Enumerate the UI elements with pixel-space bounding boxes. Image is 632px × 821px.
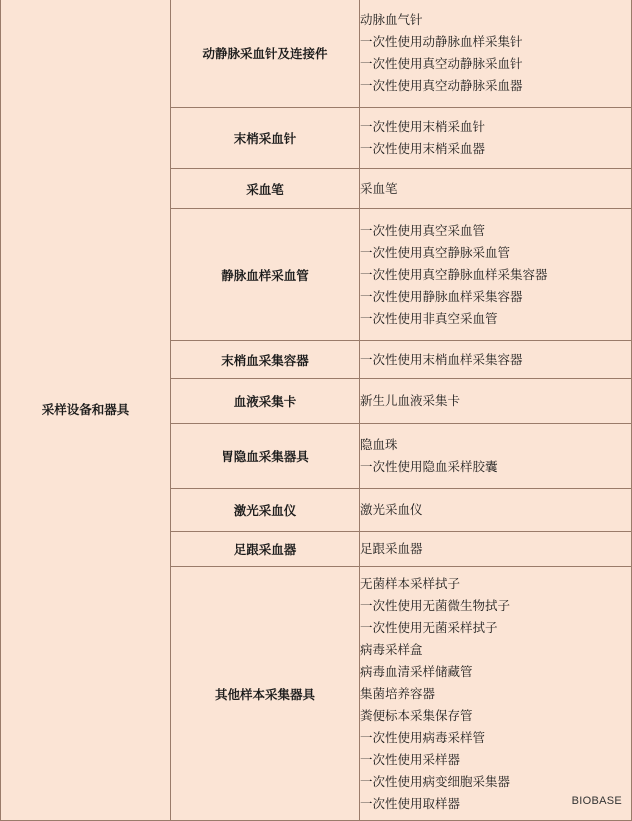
product-item: 一次性使用末梢采血器 bbox=[360, 141, 486, 156]
product-item: 粪便标本采集保存管 bbox=[360, 707, 473, 723]
product-item: 集菌培养容器 bbox=[360, 685, 436, 701]
product-list-cell bbox=[360, 209, 632, 341]
product-item: 一次性使用隐血采样胶囊 bbox=[360, 459, 498, 474]
watermark: BIOBASE bbox=[571, 795, 622, 807]
product-item: 一次性使用无菌微生物拭子 bbox=[360, 597, 511, 613]
product-item: 一次性使用病变细胞采集器 bbox=[360, 773, 511, 789]
product-list-cell bbox=[360, 424, 632, 489]
product-item: 动脉血气针 bbox=[360, 11, 423, 27]
subcategory-cell: 动静脉采血针及连接件 bbox=[171, 0, 360, 108]
product-item: 一次性使用取样器 bbox=[360, 795, 461, 811]
product-item: 一次性使用无菌采样拭子 bbox=[360, 619, 498, 635]
product-item: 一次性使用病毒采样管 bbox=[360, 729, 486, 745]
product-list-cell bbox=[360, 532, 632, 567]
subcategory-cell: 胃隐血采集器具 bbox=[171, 424, 360, 489]
product-item: 一次性使用末梢采血针 bbox=[360, 119, 486, 134]
product-item: 一次性使用末梢血样采集容器 bbox=[360, 351, 523, 367]
subcategory-cell: 末梢血采集容器 bbox=[171, 341, 360, 379]
subcategory-cell: 末梢采血针 bbox=[171, 108, 360, 169]
product-item: 一次性使用真空动静脉采血针 bbox=[360, 55, 523, 71]
product-list-cell bbox=[360, 379, 632, 424]
product-list-cell bbox=[360, 169, 632, 209]
product-item: 病毒采样盒 bbox=[360, 641, 423, 657]
product-item: 一次性使用真空静脉血样采集容器 bbox=[360, 266, 548, 282]
subcategory-cell: 激光采血仪 bbox=[171, 489, 360, 532]
product-item: 一次性使用真空动静脉采血器 bbox=[360, 77, 523, 93]
category-cell: 采样设备和器具 bbox=[1, 0, 171, 821]
subcategory-cell: 足跟采血器 bbox=[171, 532, 360, 567]
product-list-cell bbox=[360, 341, 632, 379]
product-item: 隐血珠 bbox=[360, 437, 398, 452]
product-list-cell bbox=[360, 489, 632, 532]
product-item: 一次性使用静脉血样采集容器 bbox=[360, 288, 523, 304]
product-item: 采血笔 bbox=[360, 180, 398, 196]
product-list-cell bbox=[360, 567, 632, 821]
product-item: 一次性使用采样器 bbox=[360, 751, 461, 767]
table-row bbox=[1, 0, 632, 108]
product-item: 一次性使用真空静脉采血管 bbox=[360, 244, 511, 260]
product-item: 一次性使用真空采血管 bbox=[360, 222, 486, 238]
product-list-cell bbox=[360, 108, 632, 169]
subcategory-cell: 静脉血样采血管 bbox=[171, 209, 360, 341]
product-item: 新生儿血液采集卡 bbox=[360, 393, 461, 408]
product-item: 足跟采血器 bbox=[360, 541, 423, 556]
product-item: 无菌样本采样拭子 bbox=[360, 575, 461, 591]
subcategory-cell: 血液采集卡 bbox=[171, 379, 360, 424]
product-item: 激光采血仪 bbox=[360, 502, 423, 517]
product-list-cell bbox=[360, 0, 632, 108]
product-item: 一次性使用非真空采血管 bbox=[360, 310, 498, 326]
product-item: 病毒血清采样储藏管 bbox=[360, 663, 473, 679]
subcategory-cell: 其他样本采集器具 bbox=[171, 567, 360, 821]
product-item: 一次性使用动静脉血样采集针 bbox=[360, 33, 523, 49]
subcategory-cell: 采血笔 bbox=[171, 169, 360, 209]
